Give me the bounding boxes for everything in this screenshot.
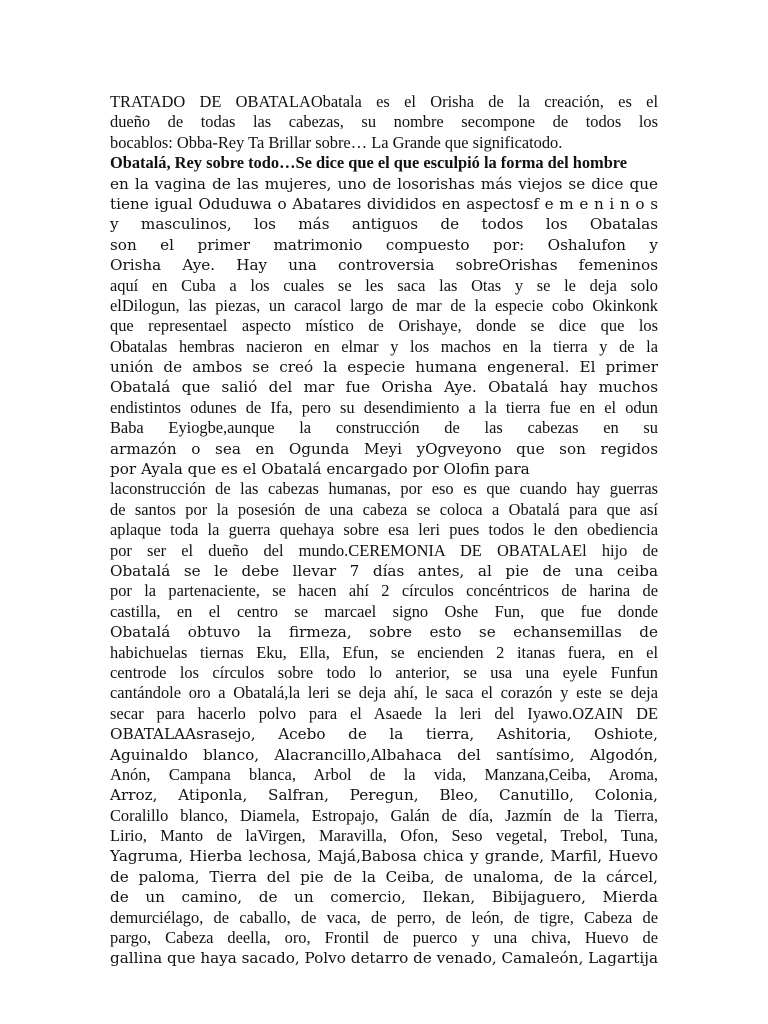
text-line: centrode los círculos sobre todo lo anterior, se usa una eyele Funfun xyxy=(110,662,658,682)
text-line: de santos por la posesión de una cabeza se coloca a Obatalá para que así xyxy=(110,499,658,519)
text-line: secar para hacerlo polvo para el Asaede la leri del Iyawo.OZAIN DE xyxy=(110,703,658,723)
text-line: de paloma, Tierra del pie de la Ceiba, de unaloma, de la cárcel, xyxy=(110,867,658,886)
text-line: demurciélago, de caballo, de vaca, de perro, de león, de tigre, Cabeza de xyxy=(110,907,658,927)
text-line: por la partenaciente, se hacen ahí 2 círculos concéntricos de harina de xyxy=(110,581,658,601)
document-body-text xyxy=(110,92,658,969)
text-line: dueño de todas las cabezas, su nombre secompone de todos los xyxy=(110,112,658,132)
text-line: por Ayala que es el Obatalá encargado por Olofin para xyxy=(110,460,530,479)
text-line: Aguinaldo blanco, Alacrancillo,Albahaca del santísimo, Algodón, xyxy=(110,745,658,764)
text-line: Obatalá obtuvo la firmeza, sobre esto se echansemillas de xyxy=(110,623,658,642)
text-line: de un camino, de un comercio, Ilekan, Bibijaguero, Mierda xyxy=(110,888,658,907)
text-line: pargo, Cabeza deella, oro, Frontil de puerco y una chiva, Huevo de xyxy=(110,928,658,948)
text-line: aquí en Cuba a los cuales se les saca las Otas y se le deja solo xyxy=(110,275,658,295)
text-line: gallina que haya sacado, Polvo detarro de venado, Camaleón, Lagartija xyxy=(110,949,658,968)
text-line: cantándole oro a Obatalá,la leri se deja ahí, le saca el corazón y este se deja xyxy=(110,683,658,703)
text-line: armazón o sea en Ogunda Meyi yOgveyono que son regidos xyxy=(110,439,658,458)
text-line: son el primer matrimonio compuesto por: Oshalufon y xyxy=(110,235,658,254)
text-line: Lirio, Manto de laVirgen, Maravilla, Ofon, Seso vegetal, Trebol, Tuna, xyxy=(110,826,658,846)
text-line: laconstrucción de las cabezas humanas, por eso es que cuando hay guerras xyxy=(110,479,658,499)
text-line: Obatalá se le debe llevar 7 días antes, al pie de una ceiba xyxy=(110,561,658,580)
text-line: Obatalá que salió del mar fue Orisha Aye. Obatalá hay muchos xyxy=(110,378,658,397)
text-line: Obatalas hembras nacieron en elmar y los machos en la tierra y de la xyxy=(110,336,658,356)
text-line: Baba Eyiogbe,aunque la construcción de las cabezas en su xyxy=(110,418,658,438)
text-line: endistintos odunes de Ifa, pero su desendimiento a la tierra fue en el odun xyxy=(110,397,658,417)
text-line: TRATADO DE OBATALAObatala es el Orisha de la creación, es el xyxy=(110,92,658,111)
text-line: castilla, en el centro se marcael signo Oshe Fun, que fue donde xyxy=(110,601,658,621)
text-line: y masculinos, los más antiguos de todos los Obatalas xyxy=(110,215,658,234)
text-line: OBATALAAsrasejo, Acebo de la tierra, Ashitoria, Oshiote, xyxy=(110,725,658,744)
text-line: Orisha Aye. Hay una controversia sobreOrishas femeninos xyxy=(110,256,658,275)
text-line: en la vagina de las mujeres, uno de losorishas más viejos se dice que xyxy=(110,174,658,193)
text-line: que representael aspecto místico de Orishaye, donde se dice que los xyxy=(110,316,658,336)
text-line: Obatalá, Rey sobre todo…Se dice que el que esculpió la forma del hombre xyxy=(110,153,628,173)
text-line: por ser el dueño del mundo.CEREMONIA DE OBATALAEl hijo de xyxy=(110,540,658,560)
text-line: Coralillo blanco, Diamela, Estropajo, Galán de día, Jazmín de la Tierra, xyxy=(110,805,658,825)
text-line: aplaque toda la guerra quehaya sobre esa leri pues todos le den obediencia xyxy=(110,520,658,540)
text-line: Yagruma, Hierba lechosa, Majá,Babosa chica y grande, Marfil, Huevo xyxy=(110,847,658,866)
text-line: Arroz, Atiponla, Salfran, Peregun, Bleo, Canutillo, Colonia, xyxy=(110,786,658,805)
text-line: habichuelas tiernas Eku, Ella, Efun, se encienden 2 itanas fuera, en el xyxy=(110,642,658,662)
text-line: bocablos: Obba-Rey Ta Brillar sobre… La Grande que significatodo. xyxy=(110,132,563,152)
text-line: tiene igual Oduduwa o Abatares divididos en aspectosf e m e n i n o s xyxy=(110,194,658,213)
text-line: elDilogun, las piezas, un caracol largo de mar de la especie cobo Okinkonk xyxy=(110,295,658,315)
text-line: Anón, Campana blanca, Arbol de la vida, Manzana,Ceiba, Aroma, xyxy=(110,764,658,784)
text-line: unión de ambos se creó la especie humana engeneral. El primer xyxy=(110,358,658,377)
